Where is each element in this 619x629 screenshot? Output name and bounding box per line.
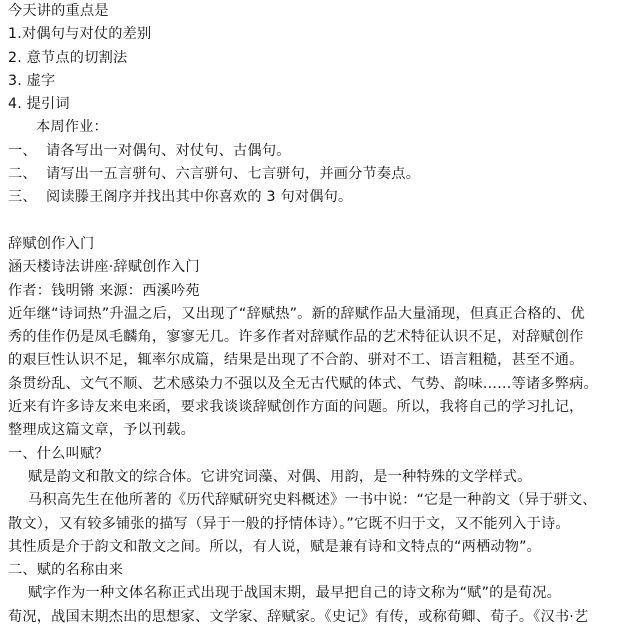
- article-title: 辞赋创作入门: [8, 235, 95, 252]
- intro-line-4: 条贯纷乱、文气不顺、艺术感染力不强以及全无古代赋的体式、气势、韵味……等诸多弊病。: [8, 375, 598, 392]
- article-byline: 作者：钱明锵 来源：西溪吟苑: [8, 282, 200, 299]
- homework-title: 本周作业：: [36, 119, 108, 136]
- intro-line-5: 近来有许多诗友来电来函，要求我谈谈辞赋创作方面的问题。所以，我将自己的学习扎记，: [8, 399, 584, 416]
- homework-text: 请写出一五言骈句、六言骈句、七言骈句，并画分节奏点。: [46, 166, 421, 183]
- key-point-4: 4. 提引词: [8, 96, 70, 113]
- intro-line-1: 近年继“诗词热”升温之后，又出现了“辞赋热”。新的辞赋作品大量涌现，但真正合格的、优: [8, 305, 585, 322]
- intro-line-6: 整理成这篇文章，予以刊载。: [8, 422, 196, 439]
- homework-text: 阅读滕王阁序并找出其中你喜欢的 3 句对偶句。: [46, 189, 353, 206]
- notes-heading: 今天讲的重点是: [8, 3, 109, 19]
- document-page: [8, 0, 614, 629]
- key-point-2: 2. 意节点的切割法: [8, 49, 128, 66]
- article-subtitle: 涵天楼诗法讲座·辞赋创作入门: [8, 259, 200, 276]
- section-1-line-3: 散文），又有较多铺张的描写（异于一般的抒情体诗）。”它既不归于文，又不能列入于诗。: [8, 515, 570, 532]
- section-1-line-2: 马积高先生在他所著的《历代辞赋研究史料概述》一书中说：“它是一种韵文（异于骈文、: [28, 492, 597, 509]
- section-2-line-1: 赋字作为一种文体名称正式出现于战国末期，最早把自己的诗文称为“赋”的是荀况。: [28, 585, 562, 602]
- blank-line: [8, 210, 614, 233]
- homework-number: 二、: [8, 166, 37, 183]
- section-2-heading: 二、赋的名称由来: [8, 562, 124, 579]
- homework-number: 一、: [8, 142, 37, 159]
- section-1-line-1: 赋是韵文和散文的综合体。它讲究词藻、对偶、用韵，是一种特殊的文学样式。: [28, 468, 532, 485]
- intro-line-2: 秀的佳作仍是凤毛麟角，寥寥无几。许多作者对辞赋作品的艺术特征认识不足，对辞赋创作: [8, 329, 584, 346]
- section-1-heading: 一、什么叫赋？: [8, 445, 109, 462]
- homework-item-3: [8, 186, 614, 209]
- section-1-line-4: 其性质是介于韵文和散文之间。所以，有人说，赋是兼有诗和文特点的“两栖动物”。: [8, 538, 542, 555]
- key-point-1: 1.对偶句与对仗的差别: [8, 26, 152, 43]
- homework-number: 三、: [8, 189, 37, 206]
- homework-text: 请各写出一对偶句、对仗句、古偶句。: [46, 142, 291, 159]
- homework-item-1: [8, 140, 614, 163]
- homework-item-2: [8, 163, 614, 186]
- intro-line-3: 的艰巨性认识不足，辄率尔成篇，结果是出现了不合韵、骈对不工、语言粗糙，甚至不通。: [8, 352, 584, 369]
- section-2-line-2: 荀况，战国末期杰出的思想家、文学家、辞赋家。《史记》有传，或称荀卿、荀子。《汉书·艺: [8, 608, 589, 625]
- key-point-3: 3. 虚字: [8, 72, 56, 89]
